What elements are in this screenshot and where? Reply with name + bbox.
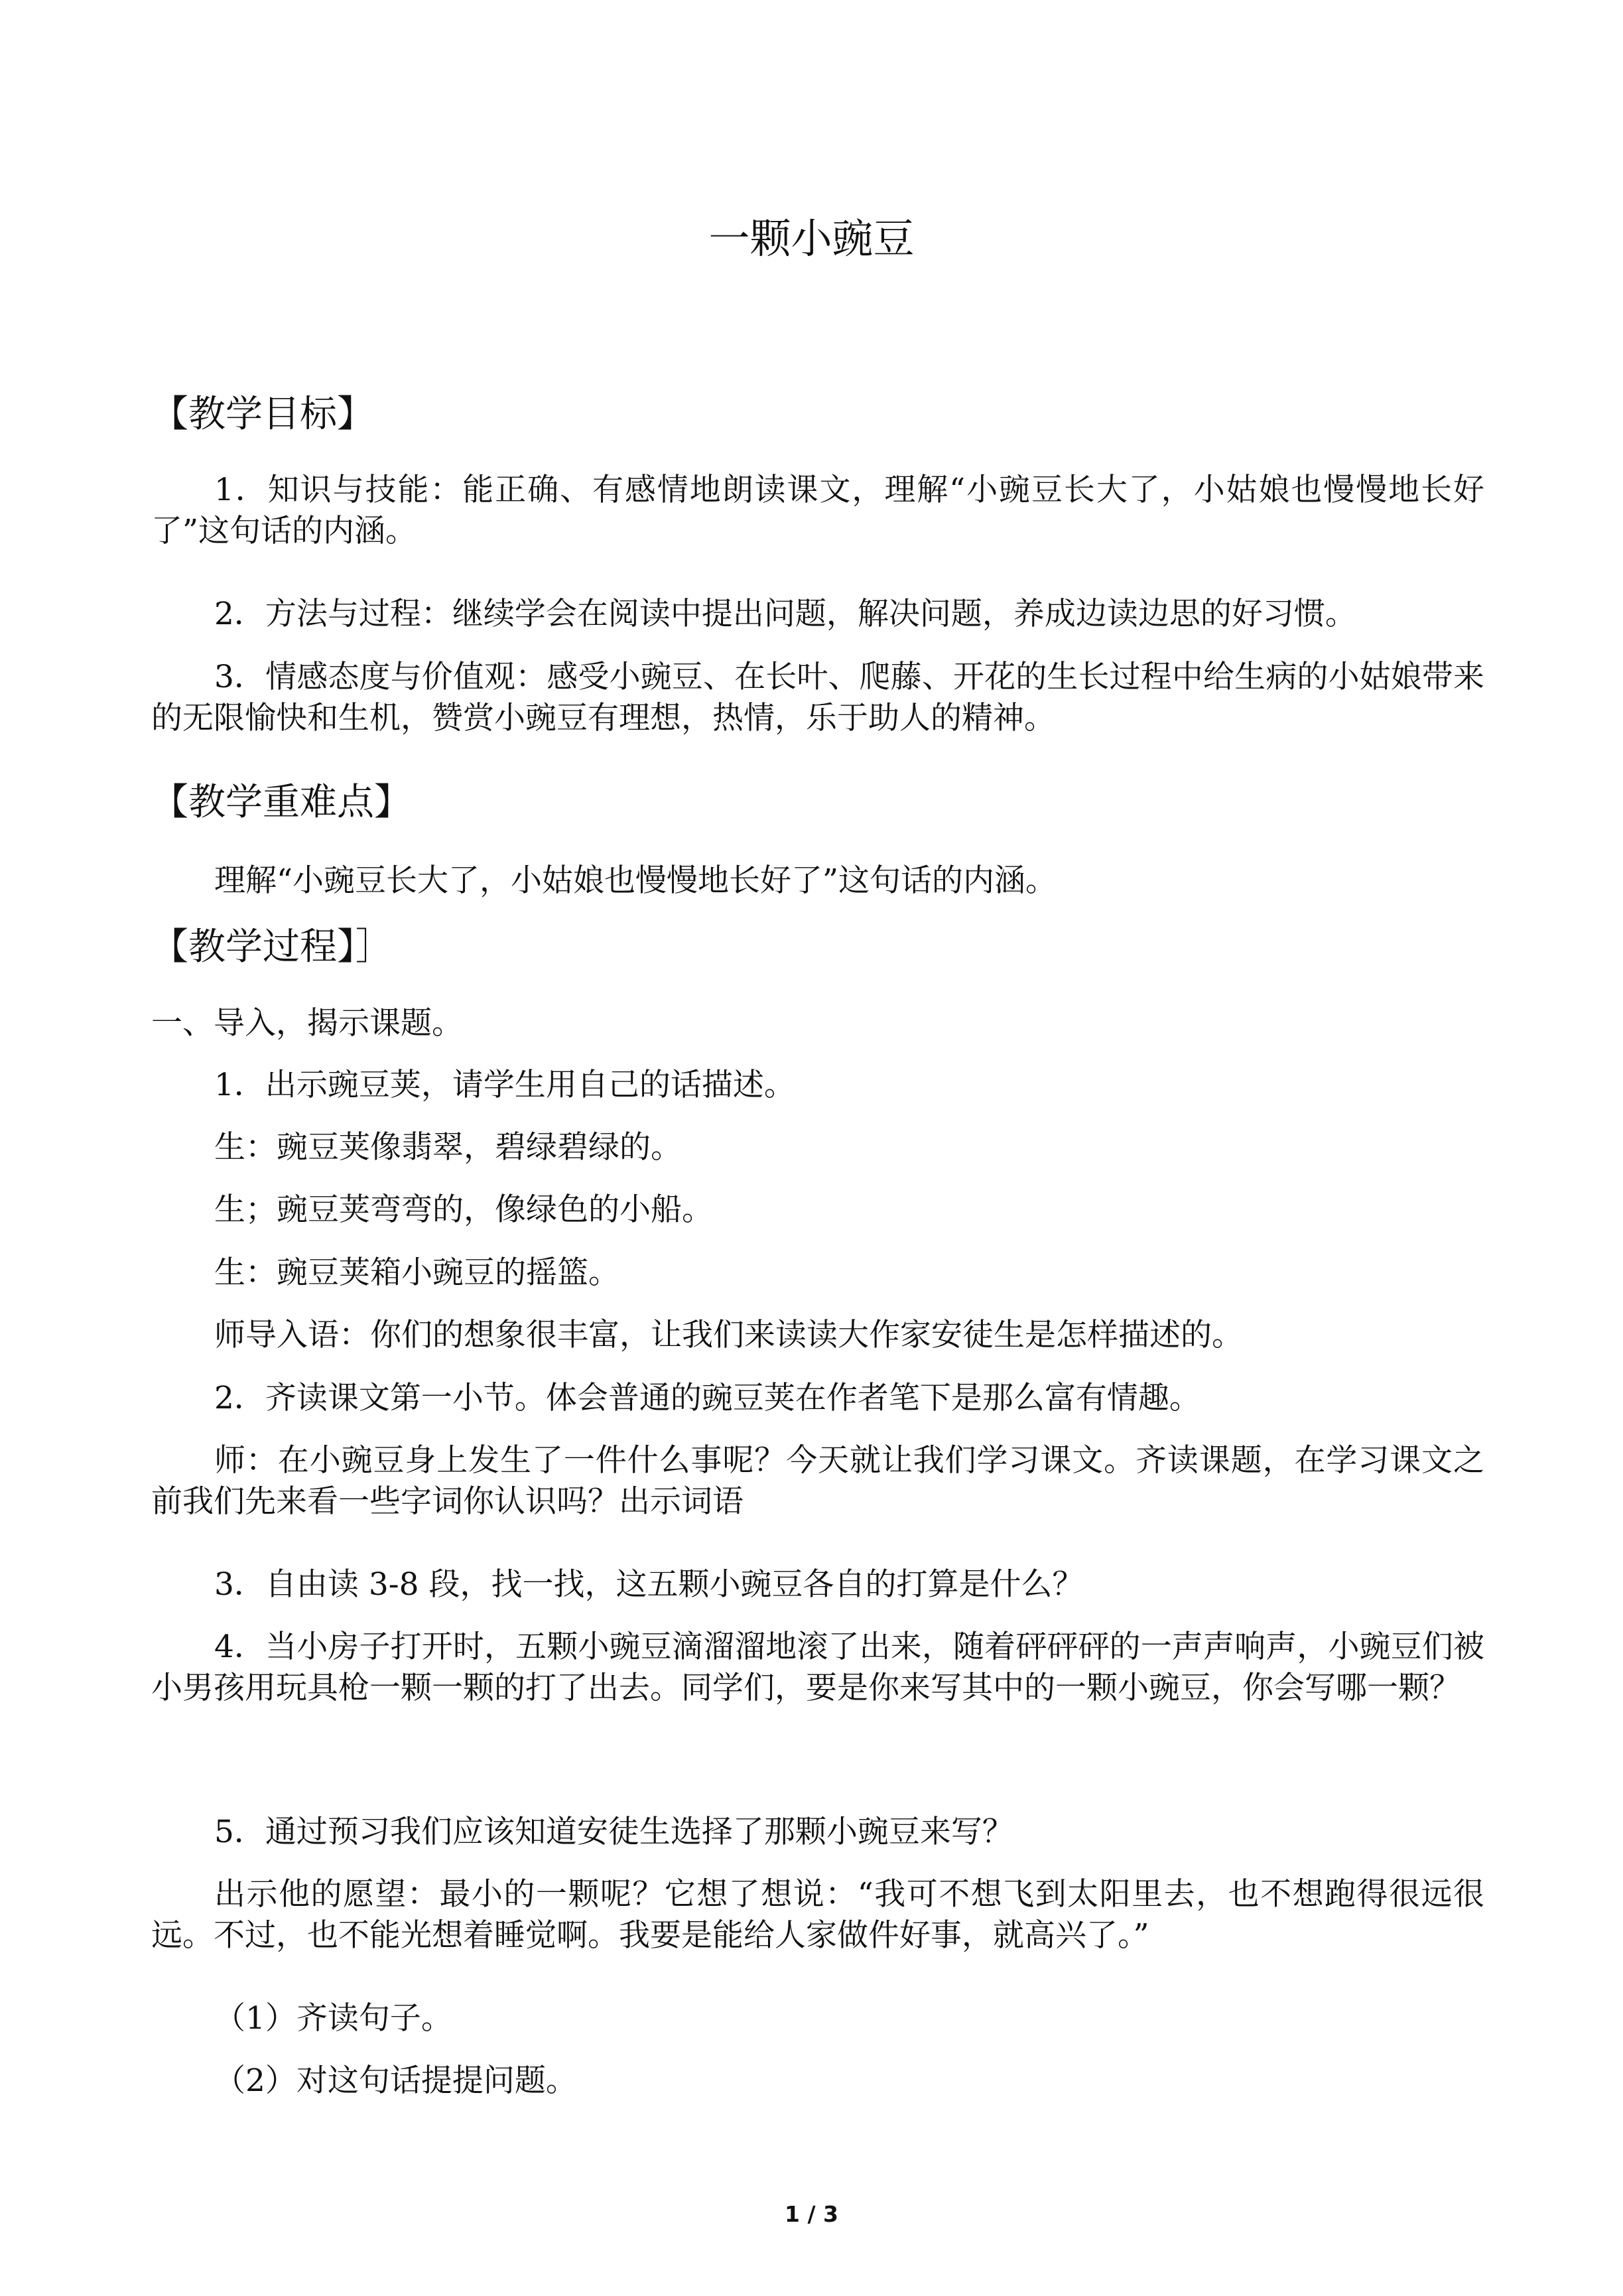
process-line: 师导入语：你们的想象很丰富，让我们来读读大作家安徒生是怎样描述的。 — [214, 1317, 1243, 1353]
process-line: 生：豌豆荚箱小豌豆的摇篮。 — [214, 1254, 619, 1291]
process-line: 生；豌豆荚弯弯的，像绿色的小船。 — [214, 1191, 713, 1228]
process-step-heading: 一、导入，揭示课题。 — [151, 1005, 463, 1042]
process-line: 4．当小房子打开时，五颗小豌豆滴溜溜地滚了出来，随着砰砰砰的一声声响声，小豌豆们被小男孩用玩具枪一颗一颗的打了出去。同学们，要是你来写其中的一颗小豌豆，你会写哪一颗？ — [151, 1629, 1484, 1706]
heading-teaching-process: 【教学过程】］ — [151, 925, 393, 969]
goal-item: 1．知识与技能：能正确、有感情地朗读课文，理解“小豌豆长大了，小姑娘也慢慢地长好了”这句话的内涵。 — [151, 472, 1484, 549]
page-title: 一颗小豌豆 — [708, 214, 915, 263]
process-line: 出示他的愿望：最小的一颗呢？它想了想说：“我可不想飞到太阳里去，也不想跑得很远很远。不过，也不能光想着睡觉啊。我要是能给人家做件好事，就高兴了。” — [151, 1876, 1484, 1954]
process-line: 5．通过预习我们应该知道安徒生选择了那颗小豌豆来写？ — [214, 1814, 1013, 1850]
heading-key-points: 【教学重难点】 — [151, 781, 411, 824]
process-line: 1．出示豌豆荚，请学生用自己的话描述。 — [214, 1067, 795, 1103]
page-number: 1 / 3 — [785, 2201, 838, 2227]
process-line: （1）齐读句子。 — [214, 2000, 452, 2037]
process-line: 生：豌豆荚像翡翠，碧绿碧绿的。 — [214, 1129, 682, 1166]
process-line: 3．自由读 3-8 段，找一找，这五颗小豌豆各自的打算是什么？ — [214, 1566, 1084, 1603]
goal-item: 2．方法与过程：继续学会在阅读中提出问题，解决问题，养成边读边思的好习惯。 — [214, 596, 1356, 632]
process-line: 2．齐读课文第一小节。体会普通的豌豆荚在作者笔下是那么富有情趣。 — [214, 1380, 1201, 1416]
goal-item: 3．情感态度与价值观：感受小豌豆、在长叶、爬藤、开花的生长过程中给生病的小姑娘带来的无限愉快和生机，赞赏小豌豆有理想，热情，乐于助人的精神。 — [151, 659, 1484, 736]
key-point-text: 理解“小豌豆长大了，小姑娘也慢慢地长好了”这句话的内涵。 — [214, 862, 1057, 899]
process-line: 师：在小豌豆身上发生了一件什么事呢？今天就让我们学习课文。齐读课题，在学习课文之前我们先来看一些字词你认识吗？出示词语 — [151, 1442, 1484, 1520]
process-line: （2）对这句话提提问题。 — [214, 2062, 577, 2099]
heading-teaching-goals: 【教学目标】 — [151, 393, 374, 436]
